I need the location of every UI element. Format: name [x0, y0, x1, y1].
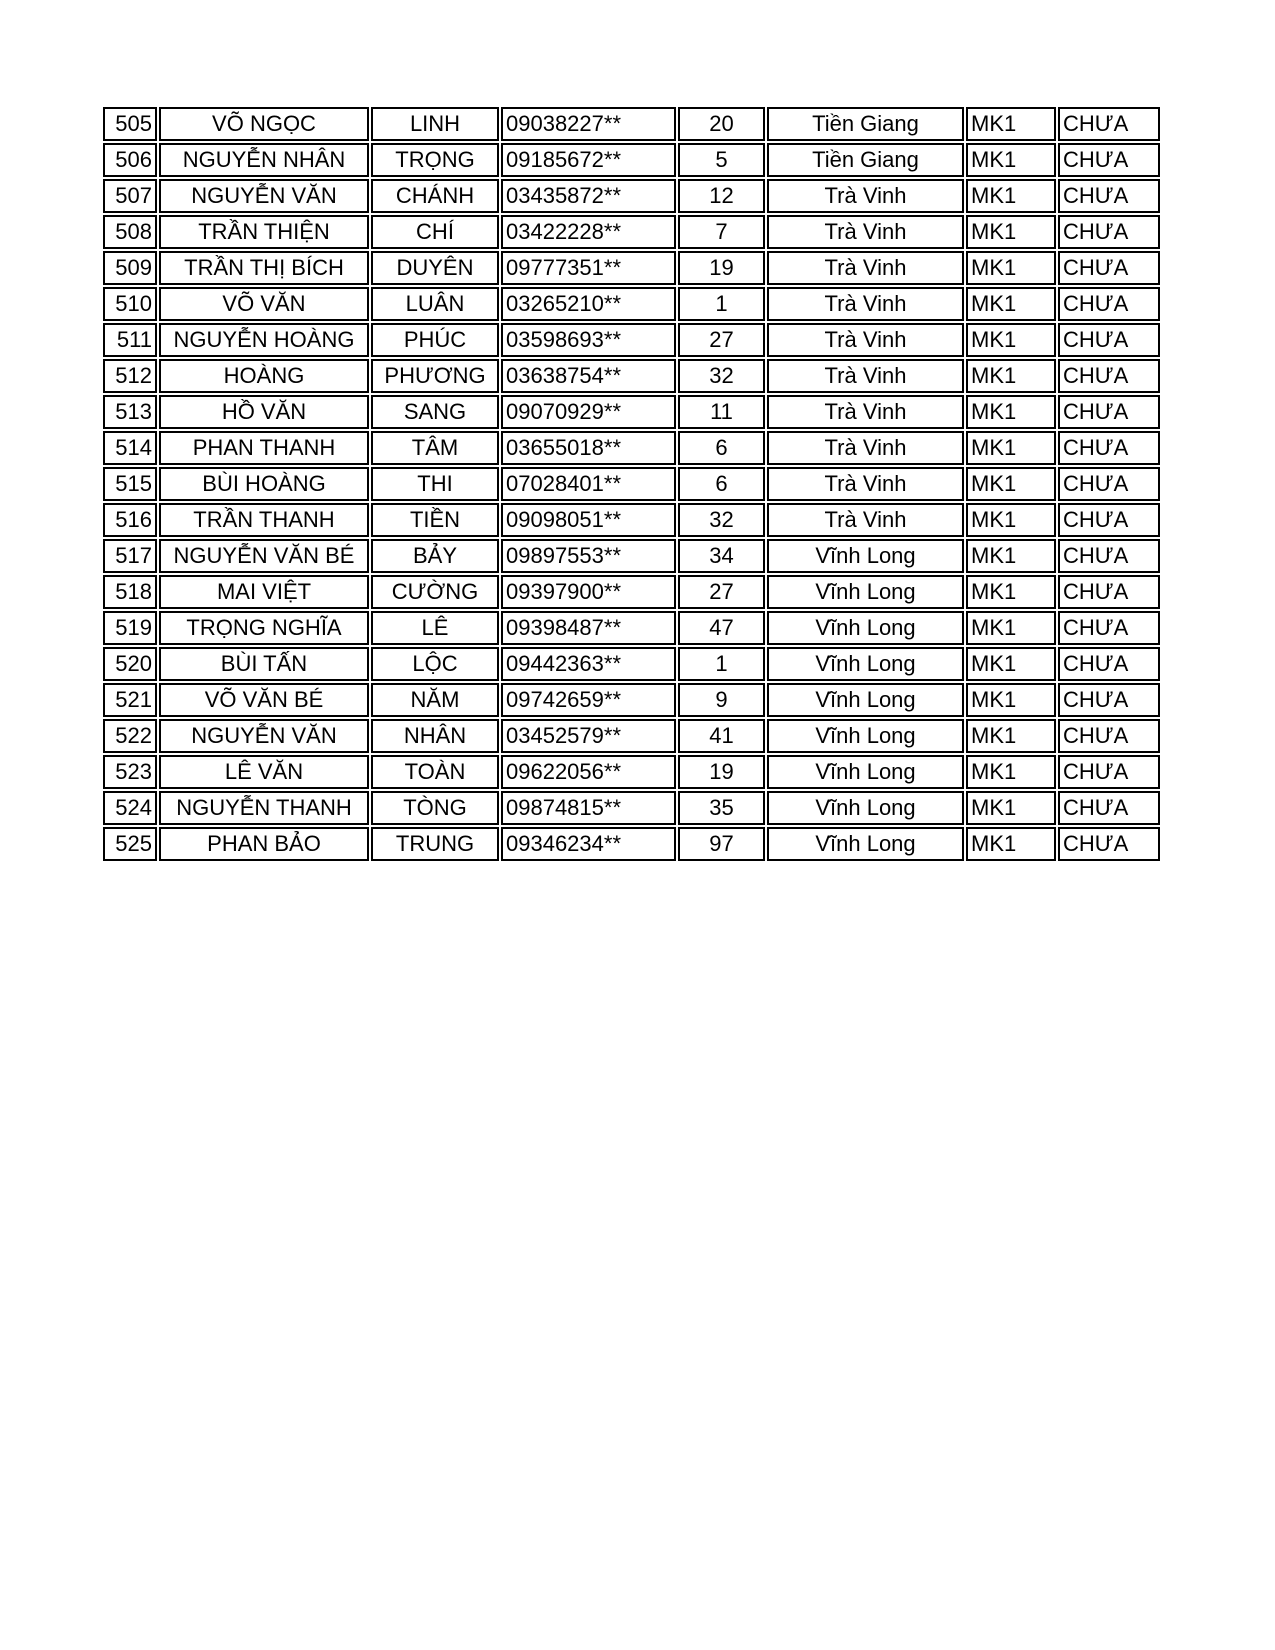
table-row [103, 143, 1160, 177]
cell-first-name: LINH [371, 107, 499, 141]
cell-count: 34 [678, 539, 765, 573]
cell-phone-masked: 03422228** [501, 215, 676, 249]
table-row [103, 323, 1160, 357]
cell-code: MK1 [966, 827, 1056, 861]
table-row [103, 719, 1160, 753]
table-row [103, 395, 1160, 429]
cell-row-number: 515 [103, 467, 157, 501]
cell-last-middle-name: NGUYỄN HOÀNG [159, 323, 369, 357]
cell-first-name: TIỀN [371, 503, 499, 537]
cell-last-middle-name: NGUYỄN THANH [159, 791, 369, 825]
cell-row-number: 518 [103, 575, 157, 609]
cell-code: MK1 [966, 251, 1056, 285]
cell-phone-masked: 03638754** [501, 359, 676, 393]
cell-phone-masked: 03452579** [501, 719, 676, 753]
cell-last-middle-name: BÙI TẤN [159, 647, 369, 681]
cell-count: 5 [678, 143, 765, 177]
cell-province: Trà Vinh [767, 179, 964, 213]
sheet-area [101, 105, 1162, 863]
table-row [103, 539, 1160, 573]
cell-code: MK1 [966, 179, 1056, 213]
cell-first-name: TÂM [371, 431, 499, 465]
cell-phone-masked: 09897553** [501, 539, 676, 573]
cell-code: MK1 [966, 359, 1056, 393]
table-row [103, 755, 1160, 789]
cell-count: 1 [678, 647, 765, 681]
table-row [103, 287, 1160, 321]
cell-phone-masked: 09742659** [501, 683, 676, 717]
cell-status: CHƯA [1058, 611, 1160, 645]
cell-row-number: 513 [103, 395, 157, 429]
table-row [103, 647, 1160, 681]
cell-first-name: SANG [371, 395, 499, 429]
cell-code: MK1 [966, 287, 1056, 321]
cell-first-name: CHÁNH [371, 179, 499, 213]
cell-status: CHƯA [1058, 827, 1160, 861]
cell-first-name: NĂM [371, 683, 499, 717]
cell-row-number: 523 [103, 755, 157, 789]
cell-count: 32 [678, 359, 765, 393]
cell-first-name: THI [371, 467, 499, 501]
cell-last-middle-name: NGUYỄN NHÂN [159, 143, 369, 177]
cell-status: CHƯA [1058, 179, 1160, 213]
cell-status: CHƯA [1058, 647, 1160, 681]
cell-province: Trà Vinh [767, 431, 964, 465]
cell-count: 32 [678, 503, 765, 537]
cell-row-number: 519 [103, 611, 157, 645]
cell-phone-masked: 03598693** [501, 323, 676, 357]
cell-row-number: 517 [103, 539, 157, 573]
cell-first-name: TÒNG [371, 791, 499, 825]
cell-code: MK1 [966, 755, 1056, 789]
cell-phone-masked: 09442363** [501, 647, 676, 681]
cell-province: Trà Vinh [767, 359, 964, 393]
cell-province: Vĩnh Long [767, 827, 964, 861]
cell-code: MK1 [966, 431, 1056, 465]
cell-province: Vĩnh Long [767, 791, 964, 825]
cell-phone-masked: 09398487** [501, 611, 676, 645]
cell-first-name: TRỌNG [371, 143, 499, 177]
cell-status: CHƯA [1058, 755, 1160, 789]
cell-row-number: 522 [103, 719, 157, 753]
roster-table [101, 105, 1162, 863]
cell-count: 6 [678, 467, 765, 501]
cell-province: Tiền Giang [767, 143, 964, 177]
cell-row-number: 507 [103, 179, 157, 213]
cell-phone-masked: 07028401** [501, 467, 676, 501]
cell-province: Trà Vinh [767, 287, 964, 321]
roster-table-body [103, 107, 1160, 861]
cell-province: Vĩnh Long [767, 575, 964, 609]
cell-row-number: 511 [103, 323, 157, 357]
cell-count: 35 [678, 791, 765, 825]
cell-first-name: CHÍ [371, 215, 499, 249]
cell-last-middle-name: MAI VIỆT [159, 575, 369, 609]
cell-first-name: PHÚC [371, 323, 499, 357]
cell-status: CHƯA [1058, 683, 1160, 717]
cell-count: 27 [678, 575, 765, 609]
cell-phone-masked: 09874815** [501, 791, 676, 825]
cell-province: Trà Vinh [767, 503, 964, 537]
cell-row-number: 510 [103, 287, 157, 321]
cell-last-middle-name: NGUYỄN VĂN BÉ [159, 539, 369, 573]
table-row [103, 503, 1160, 537]
cell-last-middle-name: NGUYỄN VĂN [159, 179, 369, 213]
cell-code: MK1 [966, 791, 1056, 825]
cell-province: Vĩnh Long [767, 719, 964, 753]
cell-code: MK1 [966, 215, 1056, 249]
cell-last-middle-name: HỒ VĂN [159, 395, 369, 429]
cell-row-number: 521 [103, 683, 157, 717]
cell-row-number: 525 [103, 827, 157, 861]
cell-province: Trà Vinh [767, 251, 964, 285]
cell-first-name: LUÂN [371, 287, 499, 321]
cell-last-middle-name: VÕ VĂN [159, 287, 369, 321]
cell-count: 19 [678, 251, 765, 285]
table-row [103, 683, 1160, 717]
cell-status: CHƯA [1058, 359, 1160, 393]
cell-code: MK1 [966, 683, 1056, 717]
cell-status: CHƯA [1058, 215, 1160, 249]
cell-count: 7 [678, 215, 765, 249]
cell-code: MK1 [966, 575, 1056, 609]
cell-last-middle-name: VÕ NGỌC [159, 107, 369, 141]
cell-code: MK1 [966, 467, 1056, 501]
cell-last-middle-name: PHAN BẢO [159, 827, 369, 861]
cell-first-name: LÊ [371, 611, 499, 645]
cell-status: CHƯA [1058, 503, 1160, 537]
cell-province: Tiền Giang [767, 107, 964, 141]
cell-phone-masked: 09777351** [501, 251, 676, 285]
cell-last-middle-name: TRẦN THANH [159, 503, 369, 537]
cell-phone-masked: 09070929** [501, 395, 676, 429]
cell-count: 1 [678, 287, 765, 321]
cell-row-number: 524 [103, 791, 157, 825]
cell-phone-masked: 09038227** [501, 107, 676, 141]
cell-last-middle-name: TRẦN THỊ BÍCH [159, 251, 369, 285]
cell-code: MK1 [966, 143, 1056, 177]
cell-status: CHƯA [1058, 323, 1160, 357]
cell-first-name: PHƯƠNG [371, 359, 499, 393]
table-row [103, 791, 1160, 825]
cell-code: MK1 [966, 395, 1056, 429]
table-row [103, 251, 1160, 285]
cell-status: CHƯA [1058, 251, 1160, 285]
cell-province: Trà Vinh [767, 323, 964, 357]
cell-row-number: 508 [103, 215, 157, 249]
cell-last-middle-name: HOÀNG [159, 359, 369, 393]
cell-status: CHƯA [1058, 539, 1160, 573]
cell-province: Vĩnh Long [767, 755, 964, 789]
cell-phone-masked: 09098051** [501, 503, 676, 537]
table-row [103, 179, 1160, 213]
cell-province: Vĩnh Long [767, 647, 964, 681]
cell-code: MK1 [966, 719, 1056, 753]
cell-status: CHƯA [1058, 467, 1160, 501]
cell-status: CHƯA [1058, 395, 1160, 429]
table-row [103, 215, 1160, 249]
cell-last-middle-name: TRẦN THIỆN [159, 215, 369, 249]
cell-last-middle-name: BÙI HOÀNG [159, 467, 369, 501]
cell-status: CHƯA [1058, 107, 1160, 141]
cell-first-name: TRUNG [371, 827, 499, 861]
table-row [103, 107, 1160, 141]
cell-count: 6 [678, 431, 765, 465]
cell-last-middle-name: LÊ VĂN [159, 755, 369, 789]
table-row [103, 359, 1160, 393]
cell-phone-masked: 09185672** [501, 143, 676, 177]
cell-first-name: NHÂN [371, 719, 499, 753]
cell-status: CHƯA [1058, 431, 1160, 465]
cell-code: MK1 [966, 503, 1056, 537]
cell-count: 9 [678, 683, 765, 717]
cell-status: CHƯA [1058, 575, 1160, 609]
cell-phone-masked: 03655018** [501, 431, 676, 465]
cell-count: 11 [678, 395, 765, 429]
cell-count: 19 [678, 755, 765, 789]
cell-count: 20 [678, 107, 765, 141]
cell-phone-masked: 09346234** [501, 827, 676, 861]
cell-row-number: 516 [103, 503, 157, 537]
cell-phone-masked: 09622056** [501, 755, 676, 789]
cell-row-number: 505 [103, 107, 157, 141]
cell-code: MK1 [966, 323, 1056, 357]
cell-first-name: TOÀN [371, 755, 499, 789]
table-row [103, 611, 1160, 645]
cell-status: CHƯA [1058, 719, 1160, 753]
cell-last-middle-name: VÕ VĂN BÉ [159, 683, 369, 717]
cell-last-middle-name: TRỌNG NGHĨA [159, 611, 369, 645]
cell-row-number: 520 [103, 647, 157, 681]
cell-province: Trà Vinh [767, 467, 964, 501]
cell-count: 97 [678, 827, 765, 861]
cell-first-name: CƯỜNG [371, 575, 499, 609]
cell-province: Vĩnh Long [767, 611, 964, 645]
cell-province: Vĩnh Long [767, 683, 964, 717]
cell-code: MK1 [966, 611, 1056, 645]
table-row [103, 467, 1160, 501]
cell-first-name: LỘC [371, 647, 499, 681]
cell-province: Trà Vinh [767, 395, 964, 429]
cell-row-number: 509 [103, 251, 157, 285]
cell-count: 27 [678, 323, 765, 357]
cell-last-middle-name: PHAN THANH [159, 431, 369, 465]
table-row [103, 575, 1160, 609]
cell-count: 12 [678, 179, 765, 213]
cell-row-number: 514 [103, 431, 157, 465]
cell-code: MK1 [966, 647, 1056, 681]
cell-row-number: 512 [103, 359, 157, 393]
table-row [103, 431, 1160, 465]
cell-code: MK1 [966, 107, 1056, 141]
cell-first-name: BẢY [371, 539, 499, 573]
cell-count: 41 [678, 719, 765, 753]
cell-province: Trà Vinh [767, 215, 964, 249]
table-row [103, 827, 1160, 861]
cell-first-name: DUYÊN [371, 251, 499, 285]
cell-status: CHƯA [1058, 791, 1160, 825]
cell-phone-masked: 09397900** [501, 575, 676, 609]
cell-province: Vĩnh Long [767, 539, 964, 573]
cell-status: CHƯA [1058, 143, 1160, 177]
cell-phone-masked: 03265210** [501, 287, 676, 321]
cell-last-middle-name: NGUYỄN VĂN [159, 719, 369, 753]
cell-status: CHƯA [1058, 287, 1160, 321]
cell-phone-masked: 03435872** [501, 179, 676, 213]
cell-count: 47 [678, 611, 765, 645]
cell-row-number: 506 [103, 143, 157, 177]
cell-code: MK1 [966, 539, 1056, 573]
